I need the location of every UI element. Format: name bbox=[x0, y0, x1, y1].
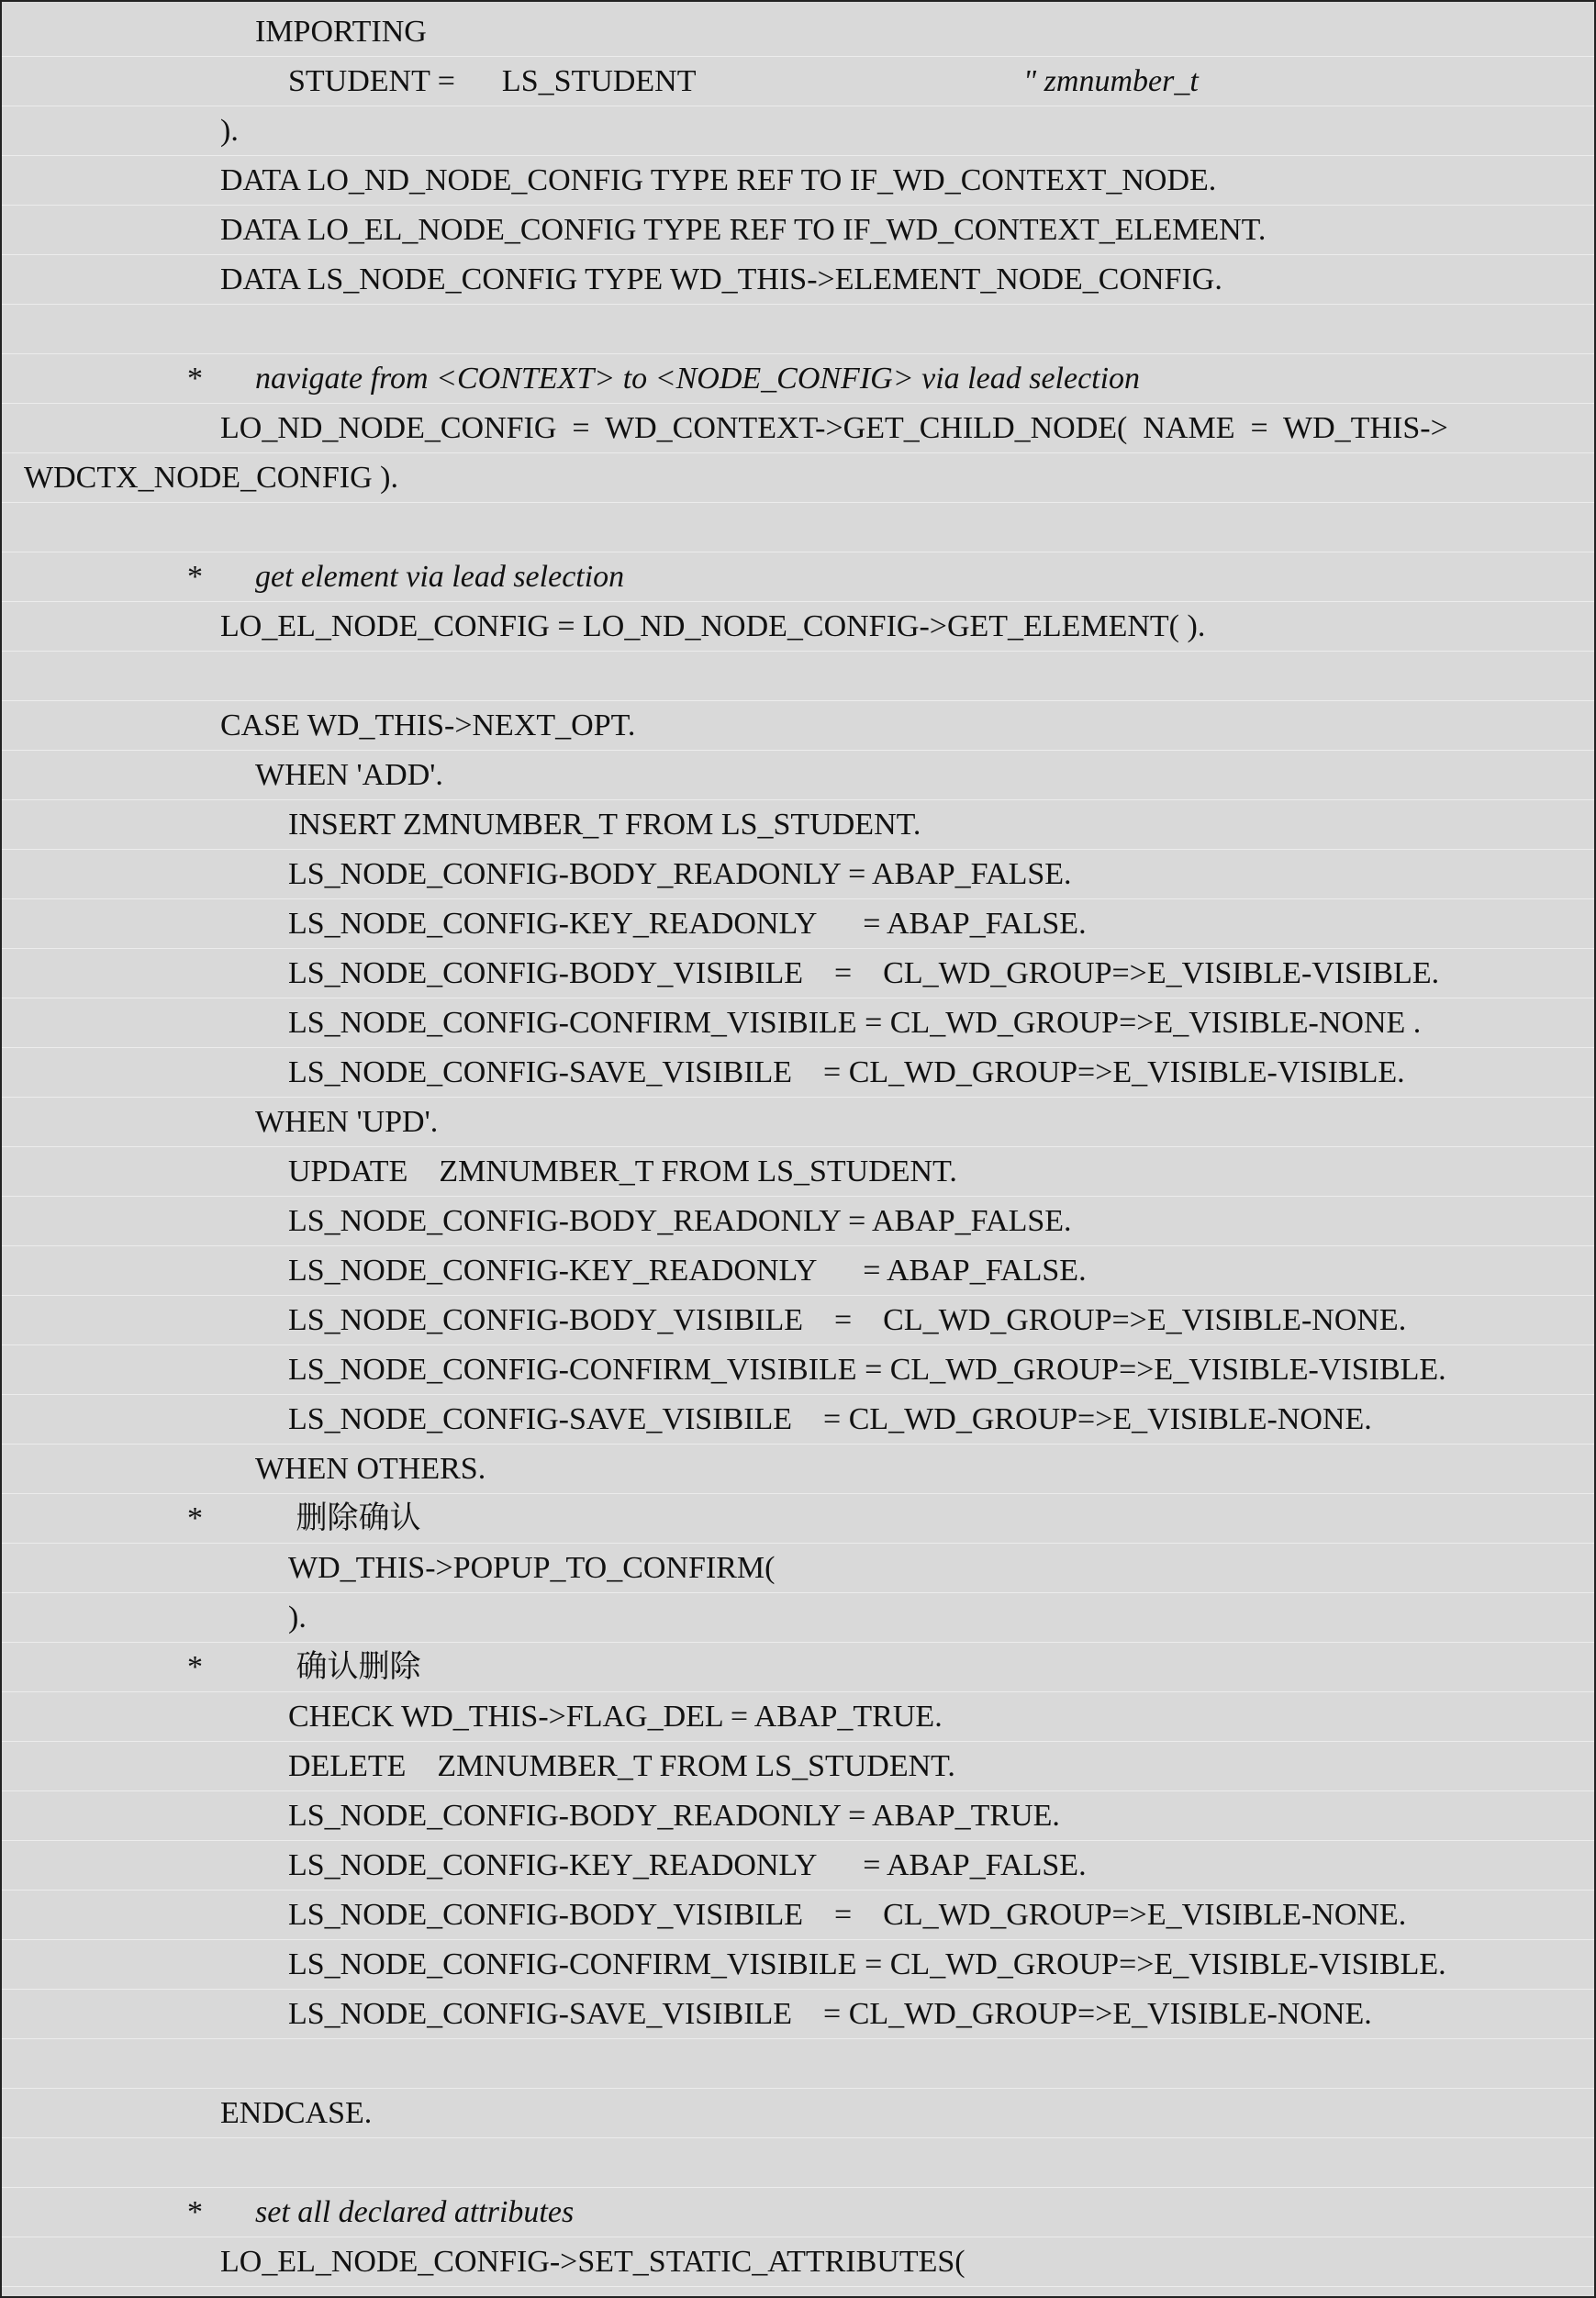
code-line bbox=[2, 2237, 1594, 2287]
code-line bbox=[2, 453, 1594, 503]
code-line bbox=[2, 1742, 1594, 1791]
code-text: DATA LS_NODE_CONFIG TYPE WD_THIS->ELEMENT_NODE_CONFIG. bbox=[220, 262, 1222, 296]
code-line bbox=[2, 850, 1594, 899]
code-line bbox=[2, 899, 1594, 949]
code-text: LS_NODE_CONFIG-BODY_READONLY = ABAP_TRUE. bbox=[288, 1799, 1060, 1833]
comment-text: get element via lead selection bbox=[255, 560, 625, 594]
code-line bbox=[2, 949, 1594, 998]
code-text: LS_NODE_CONFIG-CONFIRM_VISIBILE = CL_WD_GROUP=>E_VISIBLE-NONE . bbox=[288, 1006, 1422, 1040]
code-line bbox=[2, 57, 1594, 106]
code-text: DATA LO_EL_NODE_CONFIG TYPE REF TO IF_WD_CONTEXT_ELEMENT. bbox=[220, 213, 1267, 247]
code-text: LO_EL_NODE_CONFIG = LO_ND_NODE_CONFIG->GET_ELEMENT( ). bbox=[220, 609, 1206, 643]
code-line bbox=[2, 2188, 1594, 2237]
code-line bbox=[2, 1296, 1594, 1345]
code-line bbox=[2, 1791, 1594, 1841]
code-line bbox=[2, 800, 1594, 850]
code-text: LS_NODE_CONFIG-KEY_READONLY = ABAP_FALSE. bbox=[288, 1254, 1087, 1288]
code-line bbox=[2, 1643, 1594, 1692]
code-text: LS_NODE_CONFIG-SAVE_VISIBILE = CL_WD_GROUP=>E_VISIBLE-VISIBLE. bbox=[288, 1055, 1405, 1089]
code-line bbox=[2, 2089, 1594, 2138]
comment-marker: * bbox=[187, 1650, 203, 1684]
code-line bbox=[2, 1593, 1594, 1643]
code-line bbox=[2, 1048, 1594, 1098]
code-line bbox=[2, 602, 1594, 652]
code-text: LS_NODE_CONFIG-CONFIRM_VISIBILE = CL_WD_GROUP=>E_VISIBLE-VISIBLE. bbox=[288, 1353, 1446, 1387]
code-text: 删除确认 bbox=[288, 1501, 421, 1535]
code-line bbox=[2, 354, 1594, 404]
code-text: INSERT ZMNUMBER_T FROM LS_STUDENT. bbox=[288, 808, 921, 842]
code-text: LS_NODE_CONFIG-BODY_READONLY = ABAP_FALSE. bbox=[288, 1204, 1072, 1238]
code-text: STUDENT = LS_STUDENT " zmnumber_t bbox=[288, 64, 1199, 98]
code-line bbox=[2, 751, 1594, 800]
code-text: WD_THIS->POPUP_TO_CONFIRM( bbox=[288, 1551, 776, 1585]
code-text: ENDCASE. bbox=[220, 2096, 373, 2130]
code-text: WHEN 'ADD'. bbox=[255, 758, 443, 792]
code-line bbox=[2, 652, 1594, 701]
code-text: LS_NODE_CONFIG-CONFIRM_VISIBILE = CL_WD_GROUP=>E_VISIBLE-VISIBLE. bbox=[288, 1947, 1446, 1981]
code-text: DELETE ZMNUMBER_T FROM LS_STUDENT. bbox=[288, 1749, 955, 1783]
code-text: DATA LO_ND_NODE_CONFIG TYPE REF TO IF_WD_CONTEXT_NODE. bbox=[220, 163, 1217, 197]
code-text: CASE WD_THIS->NEXT_OPT. bbox=[220, 708, 636, 742]
code-line bbox=[2, 1891, 1594, 1940]
comment-text: navigate from <CONTEXT> to <NODE_CONFIG> via lead selection bbox=[255, 362, 1141, 396]
code-line bbox=[2, 1841, 1594, 1891]
code-text: ). bbox=[220, 114, 239, 148]
code-text: WHEN OTHERS. bbox=[255, 1452, 486, 1486]
code-line bbox=[2, 998, 1594, 1048]
code-line bbox=[2, 552, 1594, 602]
code-text: CHECK WD_THIS->FLAG_DEL = ABAP_TRUE. bbox=[288, 1700, 943, 1734]
code-line bbox=[2, 255, 1594, 305]
code-line bbox=[2, 503, 1594, 552]
comment-marker: * bbox=[187, 362, 203, 396]
code-text: LO_ND_NODE_CONFIG = WD_CONTEXT->GET_CHILD_NODE( NAME = WD_THIS-> bbox=[220, 411, 1448, 445]
code-line bbox=[2, 206, 1594, 255]
comment-marker: * bbox=[187, 560, 203, 594]
code-text: LS_NODE_CONFIG-SAVE_VISIBILE = CL_WD_GROUP=>E_VISIBLE-NONE. bbox=[288, 1402, 1372, 1436]
code-line bbox=[2, 404, 1594, 453]
code-line bbox=[2, 1098, 1594, 1147]
comment-text: set all declared attributes bbox=[255, 2195, 575, 2229]
comment-marker: * bbox=[187, 2195, 203, 2229]
code-line bbox=[2, 1147, 1594, 1197]
code-text: LS_NODE_CONFIG-BODY_VISIBILE = CL_WD_GROUP=>E_VISIBLE-NONE. bbox=[288, 1898, 1407, 1932]
code-line bbox=[2, 2039, 1594, 2089]
code-text: ). bbox=[288, 1601, 307, 1634]
code-text: WDCTX_NODE_CONFIG ). bbox=[24, 461, 398, 495]
comment-marker: * bbox=[187, 1501, 203, 1535]
code-line bbox=[2, 1990, 1594, 2039]
code-text: UPDATE ZMNUMBER_T FROM LS_STUDENT. bbox=[288, 1155, 957, 1188]
code-text: LS_NODE_CONFIG-BODY_VISIBILE = CL_WD_GROUP=>E_VISIBLE-VISIBLE. bbox=[288, 956, 1440, 990]
code-text: IMPORTING bbox=[255, 15, 427, 49]
code-text: LS_NODE_CONFIG-KEY_READONLY = ABAP_FALSE. bbox=[288, 907, 1087, 941]
code-text: LS_NODE_CONFIG-SAVE_VISIBILE = CL_WD_GROUP=>E_VISIBLE-NONE. bbox=[288, 1997, 1372, 2031]
code-text: 确认删除 bbox=[288, 1650, 421, 1684]
code-line bbox=[2, 1345, 1594, 1395]
code-line bbox=[2, 1197, 1594, 1246]
code-line bbox=[2, 2138, 1594, 2188]
code-text: LS_NODE_CONFIG-BODY_READONLY = ABAP_FALSE. bbox=[288, 857, 1072, 891]
inline-comment: " zmnumber_t bbox=[1022, 64, 1199, 98]
code-text: LS_NODE_CONFIG-BODY_VISIBILE = CL_WD_GROUP=>E_VISIBLE-NONE. bbox=[288, 1303, 1407, 1337]
code-line bbox=[2, 1692, 1594, 1742]
code-line bbox=[2, 1246, 1594, 1296]
code-line bbox=[2, 7, 1594, 57]
code-text: LO_EL_NODE_CONFIG->SET_STATIC_ATTRIBUTES( bbox=[220, 2245, 965, 2279]
code-line bbox=[2, 106, 1594, 156]
code-line bbox=[2, 1494, 1594, 1544]
code-text: WHEN 'UPD'. bbox=[255, 1105, 439, 1139]
code-line bbox=[2, 156, 1594, 206]
code-line bbox=[2, 1445, 1594, 1494]
code-text: LS_NODE_CONFIG-KEY_READONLY = ABAP_FALSE. bbox=[288, 1848, 1087, 1882]
code-line bbox=[2, 1940, 1594, 1990]
code-line bbox=[2, 1395, 1594, 1445]
code-line bbox=[2, 701, 1594, 751]
code-line bbox=[2, 305, 1594, 354]
code-line bbox=[2, 1544, 1594, 1593]
